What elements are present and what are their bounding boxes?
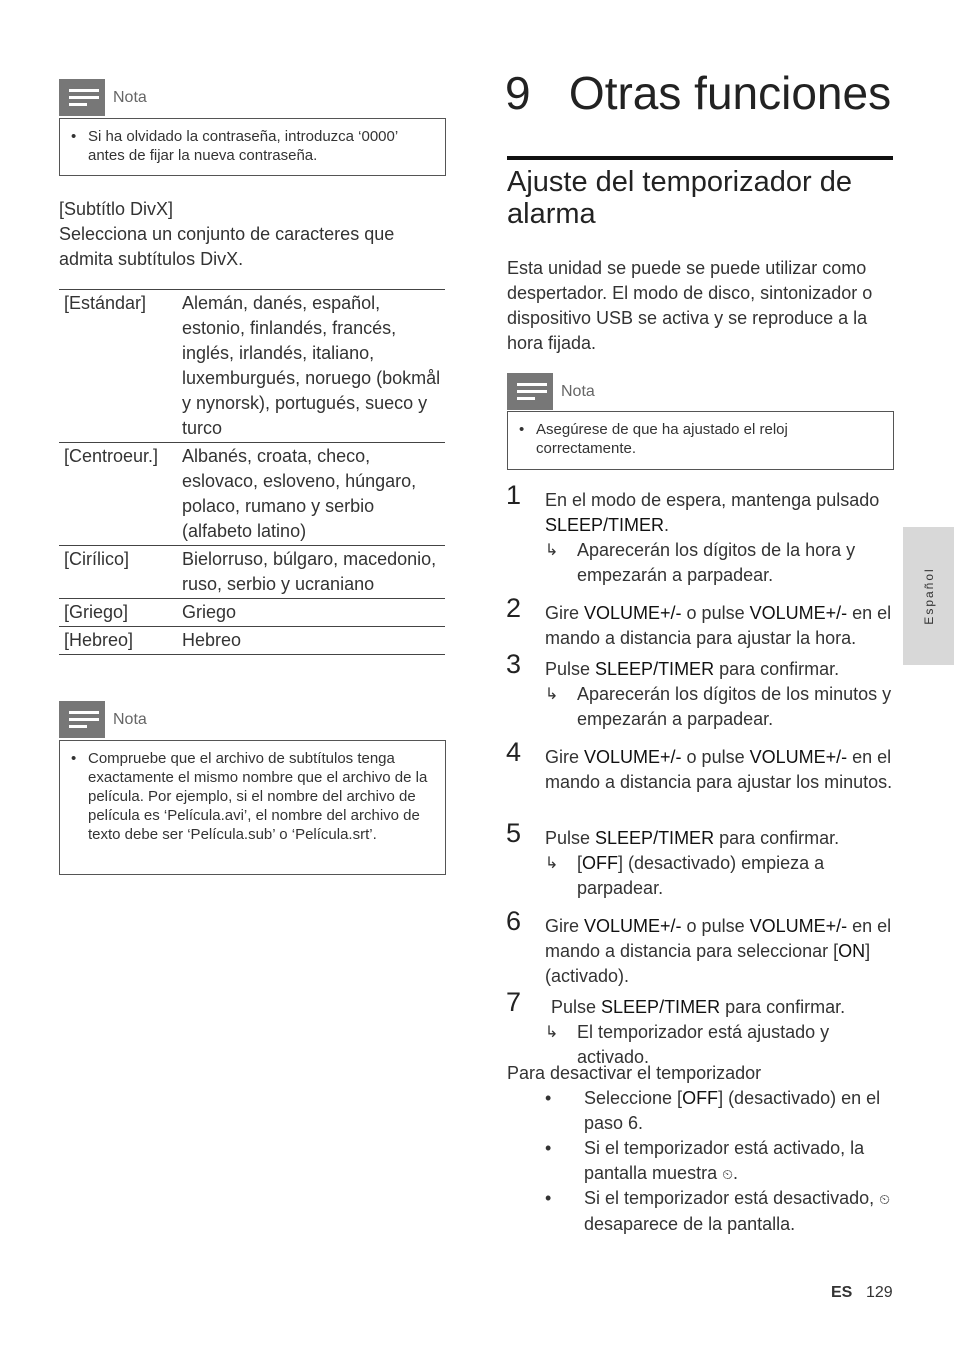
list-item [545, 1086, 895, 1136]
result-part: ] (desactivado) empieza a parpadear. [577, 853, 825, 898]
step-text [545, 488, 895, 538]
table-key: [Cirílico] [64, 549, 130, 569]
step-text [545, 826, 895, 851]
step-text [545, 601, 895, 651]
step-number: 5 [506, 818, 522, 848]
step-text-part: ] (activado). [545, 941, 871, 986]
step-text-part: En el modo de espera, mantenga pulsado [545, 490, 880, 510]
note-item: • Si ha olvidado la contraseña, introduzca ‘0000’ antes de fijar la nueva contraseña. [88, 127, 433, 165]
result-part: [ [577, 853, 583, 873]
list-item-text [545, 1136, 895, 1187]
step-number: 4 [506, 737, 522, 767]
step-text-part: en el mando a distancia para ajustar la hora. [545, 603, 892, 648]
step-text-part: o pulse [681, 747, 750, 767]
bullet-dot: • [545, 1138, 552, 1158]
table-key: [Estándar] [64, 293, 147, 313]
note-box-1 [59, 118, 446, 176]
arrow-icon: ↳ [545, 542, 559, 559]
step-text-part: o pulse [681, 603, 750, 623]
side-tab-label: Español [921, 567, 936, 625]
step-result [545, 538, 895, 588]
step-text-part: Pulse [551, 997, 602, 1017]
table-key: [Hebreo] [64, 630, 134, 650]
step-text-part: para confirmar. [714, 828, 840, 848]
note-box-2 [59, 740, 446, 875]
item-part: Si el temporizador está activado, la pantalla muestra [584, 1138, 865, 1183]
table-row [59, 627, 445, 655]
arrow-icon: ↳ [545, 686, 559, 703]
item-part: . [733, 1163, 739, 1183]
chapter-rule [507, 156, 893, 160]
step-text [545, 657, 895, 682]
note-icon [59, 701, 105, 738]
button-name: OFF [682, 1088, 719, 1108]
item-part: desaparece de la pantalla. [584, 1214, 796, 1234]
button-name: SLEEP/TIMER [595, 828, 715, 848]
step-number: 1 [506, 480, 522, 510]
step-result [545, 851, 895, 901]
step-result [545, 682, 895, 732]
intro-text: Esta unidad se puede se puede utilizar como despertador. El modo de disco, sintonizador o dispositivo USB se activa y se reproduce a la hora fijada. [507, 258, 873, 353]
page-number: 129 [866, 1284, 893, 1301]
step-text-part: Pulse [545, 659, 596, 679]
step-text [545, 745, 895, 795]
table-row [59, 290, 445, 443]
note-header-3 [507, 373, 595, 410]
button-name: SLEEP/TIMER [601, 997, 721, 1017]
button-name: OFF [582, 853, 619, 873]
table-value: Hebreo [182, 630, 242, 650]
step-result-text: Aparecerán los dígitos de la hora y empezarán a parpadear. [577, 540, 856, 585]
step-text-part: o pulse [681, 916, 750, 936]
table-value: Bielorruso, búlgaro, macedonio, ruso, serbio y ucraniano [182, 549, 437, 594]
language-side-tab [903, 527, 954, 665]
table-row [59, 443, 445, 546]
subtitle-description: Selecciona un conjunto de caracteres que admita subtítulos DivX. [59, 224, 395, 269]
timer-icon: ⏲ [722, 1166, 733, 1182]
step-text [545, 914, 895, 989]
step-result-text: Aparecerán los dígitos de los minutos y empezarán a parpadear. [577, 684, 892, 729]
button-name: VOLUME+/- [749, 916, 848, 936]
list-item-text [545, 1086, 895, 1136]
note-icon [507, 373, 553, 410]
note-icon [59, 79, 105, 116]
note-header-1 [59, 79, 147, 116]
table-value: Griego [182, 602, 237, 622]
step-text-part: para confirmar. [720, 997, 846, 1017]
disable-heading: Para desactivar el temporizador [507, 1063, 762, 1083]
arrow-icon: ↳ [545, 1024, 559, 1041]
table-key: [Griego] [64, 602, 129, 622]
step-text-part: Gire [545, 747, 585, 767]
note-header-2 [59, 701, 147, 738]
bullet-dot: • [545, 1088, 552, 1108]
table-row [59, 599, 445, 627]
bullet-dot: • [545, 1188, 552, 1208]
button-name: VOLUME+/- [584, 916, 682, 936]
step-text-part: en el mando a distancia para seleccionar [ [545, 916, 892, 961]
step-text-part: Gire [545, 603, 585, 623]
step-number: 3 [506, 649, 522, 679]
note-item: • Asegúrese de que ha ajustado el reloj correctamente. [536, 420, 881, 458]
button-name: SLEEP/TIMER [545, 515, 665, 535]
list-item-text [545, 1186, 895, 1237]
section-title: Ajuste del temporizador de alarma [507, 166, 852, 230]
note-label: Nota [113, 710, 147, 728]
step-text-part: . [664, 515, 670, 535]
footer-lang: ES [831, 1284, 853, 1301]
button-name: SLEEP/TIMER [595, 659, 715, 679]
note-box-3 [507, 411, 894, 470]
note-label: Nota [113, 88, 147, 106]
table-value: Albanés, croata, checo, eslovaco, esloveno, húngaro, polaco, rumano y serbio (alfabeto latino) [182, 446, 417, 541]
button-name: ON [838, 941, 866, 961]
step-text [551, 995, 901, 1020]
chapter-title: 9 Otras funciones [505, 67, 892, 119]
button-name: VOLUME+/- [584, 603, 682, 623]
item-part: ] (desactivado) en el paso 6. [584, 1088, 881, 1133]
item-part: Seleccione [ [584, 1088, 683, 1108]
list-item [545, 1186, 895, 1237]
item-part: Si el temporizador está desactivado, [584, 1188, 880, 1208]
step-text-part: Pulse [545, 828, 596, 848]
step-result-text: El temporizador está ajustado y activado. [577, 1022, 830, 1067]
step-text-part: Gire [545, 916, 585, 936]
step-number: 7 [506, 987, 522, 1017]
table-row [59, 546, 445, 599]
arrow-icon: ↳ [545, 855, 559, 872]
step-number: 2 [506, 593, 522, 623]
button-name: VOLUME+/- [749, 603, 848, 623]
button-name: VOLUME+/- [584, 747, 682, 767]
step-text-part: para confirmar. [714, 659, 840, 679]
note-label: Nota [561, 382, 595, 400]
timer-icon: ⏲ [879, 1191, 891, 1207]
step-text-part: en el mando a distancia para ajustar los minutos. [545, 747, 893, 792]
list-item [545, 1136, 895, 1187]
charset-table [59, 289, 445, 655]
step-result-text [545, 851, 895, 901]
button-name: VOLUME+/- [749, 747, 848, 767]
note-item: • Compruebe que el archivo de subtítulos tenga exactamente el mismo nombre que el archivo de la película. Por ejemplo, si el nombre del archivo de película es ‘Película.avi’, el nombre del archivo de texto debe ser ‘Película.sub’ o ‘Película.srt’. [88, 749, 433, 844]
table-value: Alemán, danés, español, estonio, finlandés, francés, inglés, irlandés, italiano, luxemburgués, noruego (bokmål y nynorsk), portugués, sueco y turco [182, 293, 441, 438]
table-key: [Centroeur.] [64, 446, 159, 466]
subtitle-heading: [Subtítlo DivX] [59, 199, 174, 219]
step-number: 6 [506, 906, 522, 936]
